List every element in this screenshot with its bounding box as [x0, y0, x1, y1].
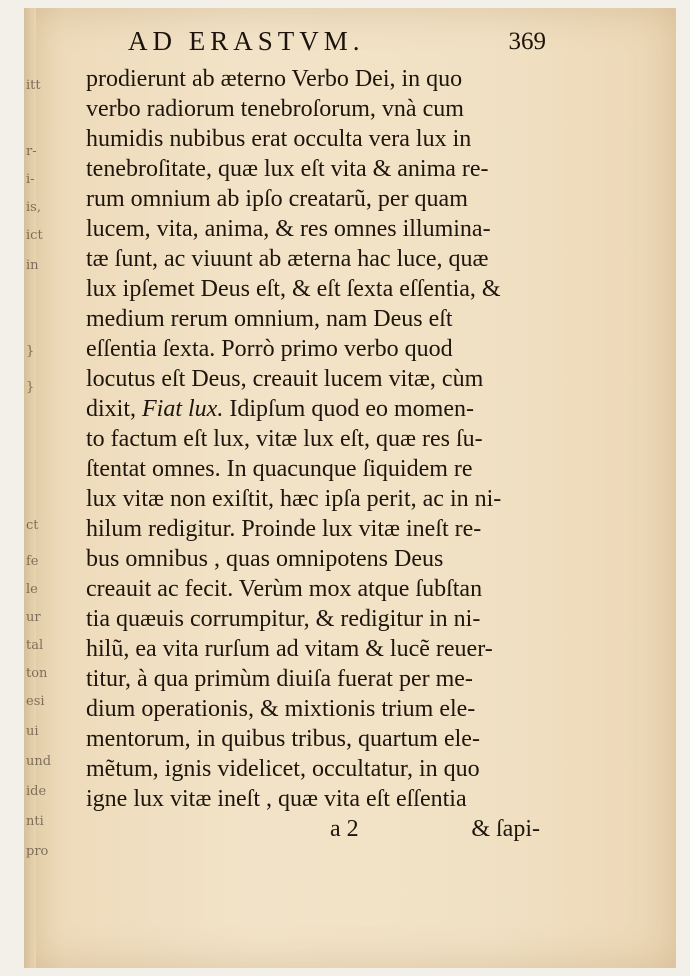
text-line: medium rerum omnium, nam Deus eſt	[86, 306, 453, 332]
text-line: rum omnium ab ipſo creatarũ, per quam	[86, 186, 468, 212]
text-line: to factum eſt lux, vitæ lux eſt, quæ res ſu-	[86, 426, 483, 452]
text-line: locutus eſt Deus, creauit lucem vitæ, cùm	[86, 366, 484, 392]
bleed-glyph: r-	[26, 144, 37, 159]
text-line: tia quæuis corrumpitur, & redigitur in ni-	[86, 606, 481, 632]
bleed-glyph: ur	[26, 610, 41, 625]
bleed-glyph: ton	[26, 666, 48, 681]
text-line: hilum redigitur. Proinde lux vitæ ineſt re-	[86, 516, 482, 542]
text-line: mentorum, in quibus tribus, quartum ele-	[86, 726, 480, 752]
text-line: mẽtum, ignis videlicet, occultatur, in quo	[86, 756, 480, 782]
bleed-glyph: }	[26, 344, 35, 359]
bleed-glyph: }	[26, 380, 35, 395]
body-text	[86, 64, 538, 814]
text-line: lux vitæ non exiſtit, hæc ipſa perit, ac in ni-	[86, 486, 502, 512]
text-line: eſſentia ſexta. Porrò primo verbo quod	[86, 336, 453, 362]
bleed-glyph: fe	[26, 554, 39, 569]
text-line: creauit ac fecit. Verùm mox atque ſubſtan	[86, 576, 483, 602]
bleed-glyph: is,	[26, 200, 41, 215]
bleed-glyph: in	[26, 258, 39, 273]
page-number: 369	[508, 28, 546, 55]
text-line: prodierunt ab æterno Verbo Dei, in quo	[86, 66, 463, 92]
bleed-glyph: esi	[26, 694, 45, 709]
bleed-glyph: und	[26, 754, 52, 769]
bleed-glyph: tal	[26, 638, 44, 653]
text-line: humidis nubibus erat occulta vera lux in	[86, 126, 472, 152]
page-footer	[330, 816, 540, 848]
text-span: Idipſum quod eo momen-	[223, 396, 474, 422]
text-line: dium operationis, & mixtionis trium ele-	[86, 696, 476, 722]
text-line: bus omnibus , quas omnipotens Deus	[86, 546, 444, 572]
bleed-glyph: pro	[26, 844, 49, 859]
italic-phrase: Fiat lux.	[142, 396, 224, 422]
text-line: lux ipſemet Deus eſt, & eſt ſexta eſſentia, &	[86, 276, 501, 302]
bleed-glyph: ide	[26, 784, 47, 799]
bleed-through-margin	[24, 68, 52, 888]
text-line: ſtentat omnes. In quacunque ſiquidem re	[86, 456, 473, 482]
text-span: dixit,	[86, 396, 143, 422]
signature-mark: a 2	[330, 816, 359, 842]
text-line: hilũ, ea vita rurſum ad vitam & lucẽ reuer-	[86, 636, 493, 662]
bleed-glyph: ct	[26, 518, 39, 533]
bleed-glyph: i-	[26, 172, 35, 187]
bleed-glyph: ict	[26, 228, 43, 243]
text-line: verbo radiorum tenebroſorum, vnà cum	[86, 96, 464, 122]
text-line: titur, à qua primùm diuiſa fuerat per me-	[86, 666, 473, 692]
page-header	[90, 26, 546, 62]
catchword: & ſapi-	[471, 816, 540, 842]
text-line-fiat	[86, 394, 538, 424]
text-line: lucem, vita, anima, & res omnes illumina-	[86, 216, 491, 242]
bleed-glyph: ui	[26, 724, 39, 739]
text-line: igne lux vitæ ineſt , quæ vita eſt eſſentia	[86, 786, 467, 812]
text-line: tæ ſunt, ac viuunt ab æterna hac luce, quæ	[86, 246, 489, 272]
bleed-glyph: nti	[26, 814, 44, 829]
text-line: tenebroſitate, quæ lux eſt vita & anima re-	[86, 156, 489, 182]
bleed-glyph: le	[26, 582, 38, 597]
running-head: AD ERASTVM.	[128, 26, 365, 56]
bleed-glyph: itt	[26, 78, 41, 93]
